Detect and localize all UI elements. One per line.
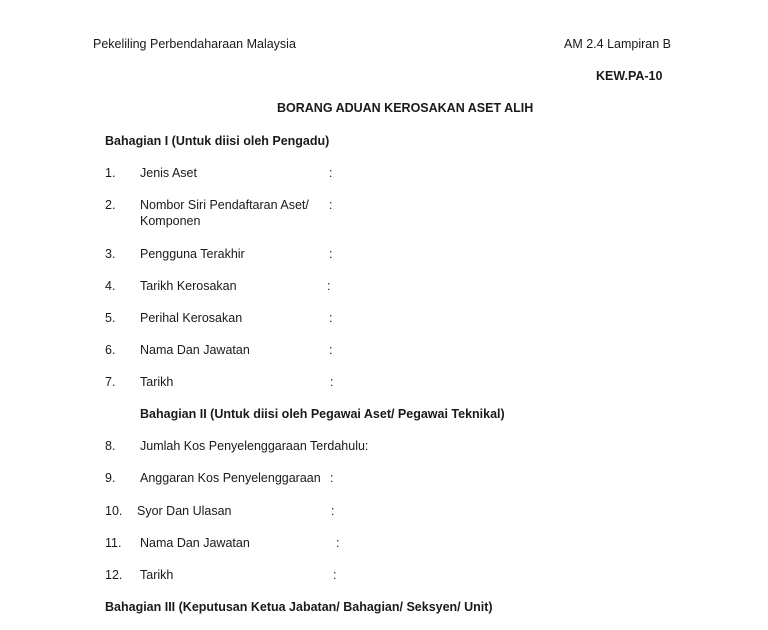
item-colon: : <box>333 568 337 582</box>
section-1-heading: Bahagian I (Untuk diisi oleh Pengadu) <box>105 134 330 148</box>
item-number: 4. <box>105 279 116 293</box>
item-colon: : <box>330 471 334 485</box>
item-number: 12. <box>105 568 123 582</box>
item-label: Tarikh <box>140 568 174 582</box>
item-label: Nama Dan Jawatan <box>140 343 250 357</box>
header-publisher: Pekeliling Perbendaharaan Malaysia <box>93 37 296 51</box>
item-colon: : <box>336 536 340 550</box>
item-colon: : <box>331 504 335 518</box>
item-label: Jumlah Kos Penyelenggaraan Terdahulu: <box>140 439 369 453</box>
form-item-3 <box>0 247 768 265</box>
item-colon: : <box>330 375 334 389</box>
section-3-heading: Bahagian III (Keputusan Ketua Jabatan/ Bahagian/ Seksyen/ Unit) <box>105 600 493 614</box>
item-label: Nombor Siri Pendaftaran Aset/ <box>140 198 309 212</box>
item-label: Anggaran Kos Penyelenggaraan <box>140 471 321 485</box>
form-item-9 <box>0 471 768 489</box>
item-colon: : <box>329 343 333 357</box>
item-number: 1. <box>105 166 116 180</box>
form-item-11 <box>0 536 768 554</box>
form-code: KEW.PA-10 <box>596 69 663 83</box>
form-item-4 <box>0 279 768 297</box>
header-reference: AM 2.4 Lampiran B <box>564 37 671 51</box>
item-number: 8. <box>105 439 116 453</box>
form-item-10 <box>0 504 768 522</box>
item-label: Pengguna Terakhir <box>140 247 245 261</box>
form-item-1 <box>0 166 768 184</box>
item-colon: : <box>329 311 333 325</box>
item-number: 7. <box>105 375 116 389</box>
section-2-heading: Bahagian II (Untuk diisi oleh Pegawai Aset/ Pegawai Teknikal) <box>140 407 505 421</box>
item-colon: : <box>329 166 333 180</box>
form-item-8 <box>0 439 768 457</box>
item-label: Tarikh Kerosakan <box>140 279 237 293</box>
form-item-12 <box>0 568 768 586</box>
item-label: Tarikh <box>140 375 174 389</box>
item-number: 3. <box>105 247 116 261</box>
form-item-7 <box>0 375 768 393</box>
form-title: BORANG ADUAN KEROSAKAN ASET ALIH <box>277 101 534 115</box>
form-item-6 <box>0 343 768 361</box>
form-item-2 <box>0 198 768 232</box>
item-label-continued: Komponen <box>140 214 201 228</box>
item-colon: : <box>329 198 333 212</box>
item-number: 10. <box>105 504 123 518</box>
item-colon: : <box>329 247 333 261</box>
item-number: 2. <box>105 198 116 212</box>
item-colon: : <box>327 279 331 293</box>
item-number: 11. <box>105 536 122 550</box>
item-number: 5. <box>105 311 116 325</box>
item-label: Perihal Kerosakan <box>140 311 243 325</box>
item-label: Jenis Aset <box>140 166 197 180</box>
form-item-5 <box>0 311 768 329</box>
item-number: 9. <box>105 471 116 485</box>
item-number: 6. <box>105 343 116 357</box>
item-label: Syor Dan Ulasan <box>137 504 232 518</box>
item-label: Nama Dan Jawatan <box>140 536 250 550</box>
